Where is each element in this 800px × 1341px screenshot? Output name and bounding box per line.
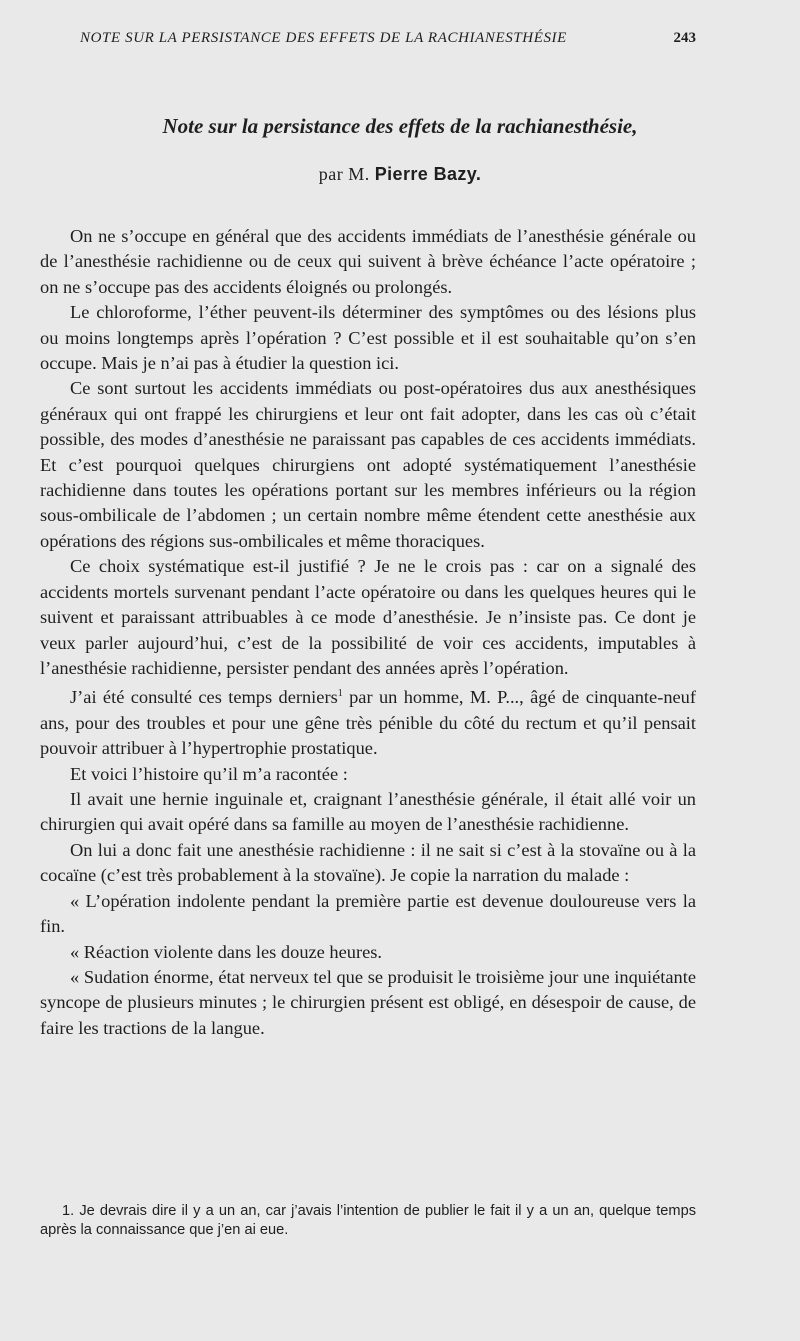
quoted-paragraph: « Sudation énorme, état nerveux tel que se produisit le troisième jour une inquiétante syncope de plusieurs minutes ; le chirurgien présent est obligé, en désespoir de cause, de faire les tractions de la langue. — [40, 966, 696, 1038]
quoted-paragraph: « Réaction violente dans les douze heures. — [70, 941, 383, 962]
paragraph: On lui a donc fait une anesthésie rachidienne : il ne sait si c’est à la stovaïne ou à la cocaïne (c’est très probablement à la stovaïne). Je copie la narration du malade : — [40, 839, 696, 886]
footnote — [40, 1202, 696, 1240]
paragraph: On ne s’occupe en général que des accidents immédiats de l’anesthésie générale ou de l’anesthésie rachidienne ou de ceux qui suivent à brève échéance l’acte opératoire ; on ne s’occupe pas des accidents éloignés ou prolongés. — [40, 226, 696, 297]
paragraph-text: par un homme, M. P..., âgé de cinquante-neuf ans, pour des troubles et pour une gêne très pénible du côté du rectum et qu’il pensait pouvoir attribuer à l’hypertrophie prostatique. — [40, 687, 696, 759]
footnote-marker: 1 — [337, 688, 343, 700]
paragraph: Il avait une hernie inguinale et, craignant l’anesthésie générale, il était allé voir un chirurgien qui avait opéré dans sa famille au moyen de l’anesthésie rachidienne. — [40, 789, 696, 835]
byline-prefix: par M. — [318, 164, 370, 184]
footnote-text: 1. Je devrais dire il y a un an, car j’avais l’intention de publier le fait il y a un an, quelque temps après la connaissance que j’en ai eue. — [40, 1203, 696, 1238]
page-number: 243 — [673, 30, 696, 46]
paragraph-with-footnote — [40, 681, 696, 761]
paragraph: Ce choix systématique est-il justifié ? Je ne le crois pas : car on a signalé des accidents mortels survenant pendant l’acte opératoire ou dans les quelques heures qui le suivent et paraissant attribuables à ce mode d’anesthésie. Je n’insiste pas. Ce dont je veux parler aujourd’hui, c’est de la possibilité de voir ces accidents, imputables à l’anesthésie rachidienne, persister pendant des années après l’opération. — [40, 556, 696, 678]
article-title: Note sur la persistance des effets de la rachianesthésie, — [162, 114, 638, 138]
author-name: Pierre Bazy. — [374, 164, 482, 184]
paragraph: Et voici l’histoire qu’il m’a racontée : — [70, 763, 348, 784]
paragraph: Ce sont surtout les accidents immédiats ou post-opératoires dus aux anesthésiques généraux qui ont frappé les chirurgiens et leur ont fait adopter, dans les cas où c’était possible, des modes d’anesthésie ne paraissant pas capables de ces accidents immédiats. Et c’est pourquoi quelques chirurgiens ont adopté systématiquement l’anesthésie rachidienne dans toutes les opérations portant sur les membres inférieurs ou la région sous-ombilicale de l’abdomen ; un certain nombre même étendent cette anesthésie aux opérations des régions sus-ombilicales et même thoraciques. — [40, 378, 696, 551]
running-head: NOTE SUR LA PERSISTANCE DES EFFETS DE LA RACHIANESTHÉSIE — [80, 30, 567, 46]
article-body — [40, 224, 696, 1041]
paragraph: Le chloroforme, l’éther peuvent-ils déterminer des symptômes ou des lésions plus ou moins longtemps après l’opération ? C’est possible et il est souhaitable qu’on s’en occupe. Mais je n’ai pas à étudier la question ici. — [40, 302, 696, 374]
quoted-paragraph: « L’opération indolente pendant la première partie est devenue douloureuse vers la fin. — [40, 890, 696, 937]
paragraph-text: J’ai été consulté ces temps derniers — [70, 687, 338, 708]
byline — [0, 164, 800, 185]
